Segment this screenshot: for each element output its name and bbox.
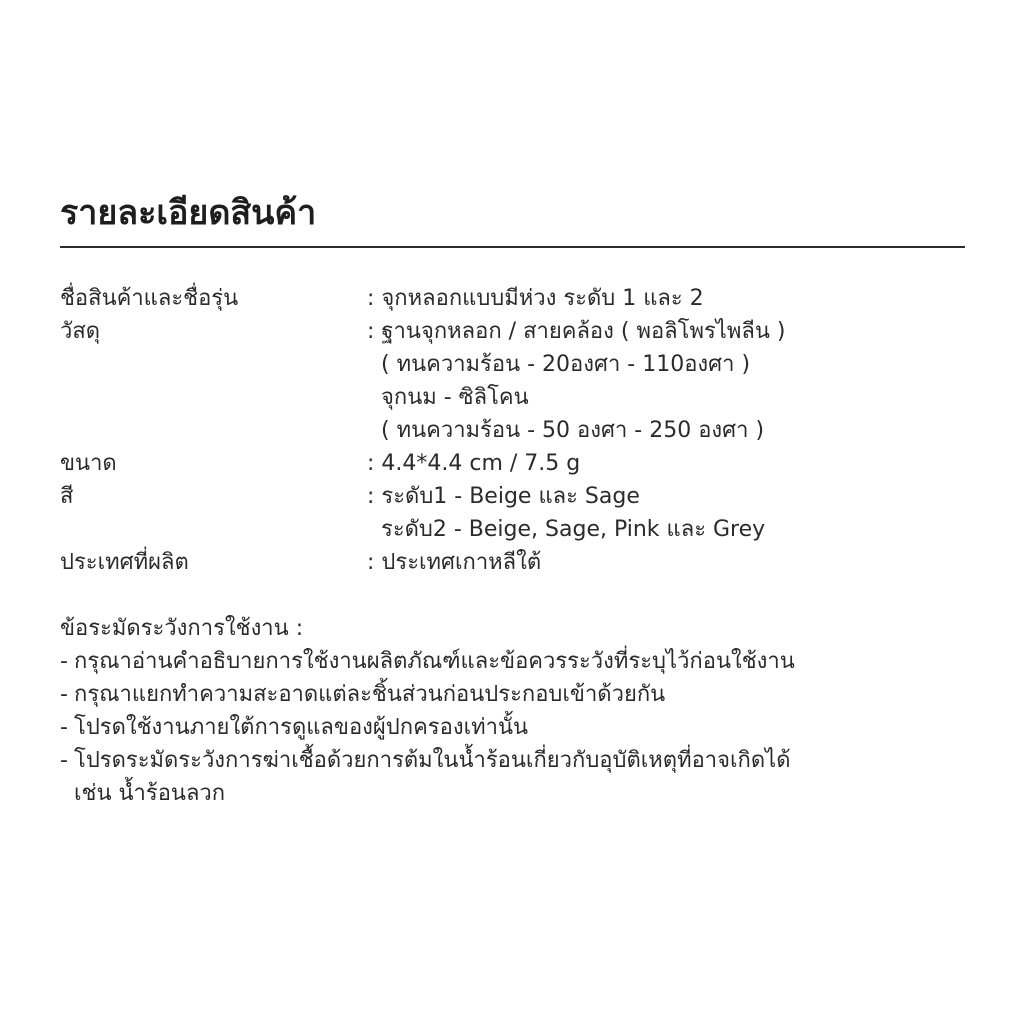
caution-item	[60, 645, 965, 678]
spec-value: : จุกหลอกแบบมีห่วง ระดับ 1 และ 2	[367, 282, 965, 315]
caution-section	[60, 612, 965, 810]
dash-bullet: -	[60, 715, 68, 740]
spec-value: : 4.4*4.4 cm / 7.5 g	[367, 447, 965, 480]
spec-row-material	[60, 315, 965, 447]
dash-bullet: -	[60, 682, 68, 707]
spec-label: ขนาด	[60, 451, 117, 476]
caution-continuation: เช่น น้ำร้อนลวก	[74, 781, 226, 806]
dash-bullet: -	[60, 748, 68, 773]
spec-row-color	[60, 480, 965, 546]
caution-text: โปรดใช้งานภายใต้การดูแลของผู้ปกครองเท่านั้น	[74, 715, 529, 740]
caution-item	[60, 744, 965, 777]
spec-values	[367, 546, 965, 579]
caution-item	[60, 678, 965, 711]
caution-text: กรุณาแยกทำความสะอาดแต่ละชิ้นส่วนก่อนประกอบเข้าด้วยกัน	[74, 682, 666, 707]
spec-value: : ประเทศเกาหลีใต้	[367, 546, 965, 579]
spec-value: : ฐานจุกหลอก / สายคล้อง ( พอลิโพรไพลีน )	[367, 315, 965, 348]
product-details	[60, 188, 965, 810]
spec-row-name	[60, 282, 965, 315]
caution-text: โปรดระมัดระวังการฆ่าเชื้อด้วยการต้มในน้ำร้อนเกี่ยวกับอุบัติเหตุที่อาจเกิดได้	[74, 748, 791, 773]
spec-values	[367, 315, 965, 447]
spec-table	[60, 282, 965, 579]
caution-heading: ข้อระมัดระวังการใช้งาน :	[60, 616, 304, 641]
caution-text: กรุณาอ่านคำอธิบายการใช้งานผลิตภัณฑ์และข้อควรระวังที่ระบุไว้ก่อนใช้งาน	[74, 649, 795, 674]
spec-label: ประเทศที่ผลิต	[60, 550, 189, 575]
spec-label: วัสดุ	[60, 319, 101, 344]
dash-bullet: -	[60, 649, 68, 674]
spec-value: ระดับ2 - Beige, Sage, Pink และ Grey	[381, 517, 766, 542]
spec-values	[367, 480, 965, 546]
spec-value: ( ทนความร้อน - 20องศา - 110องศา )	[381, 352, 751, 377]
caution-item	[60, 711, 965, 744]
spec-row-size	[60, 447, 965, 480]
title-divider	[60, 246, 965, 248]
spec-label: สี	[60, 484, 74, 509]
page-title: รายละเอียดสินค้า	[60, 193, 317, 233]
spec-value: ( ทนความร้อน - 50 องศา - 250 องศา )	[381, 418, 765, 443]
spec-value: จุกนม - ซิลิโคน	[381, 385, 529, 410]
spec-value: : ระดับ1 - Beige และ Sage	[367, 480, 965, 513]
spec-values	[367, 282, 965, 315]
spec-values	[367, 447, 965, 480]
spec-row-origin	[60, 546, 965, 579]
spec-label: ชื่อสินค้าและชื่อรุ่น	[60, 286, 239, 311]
